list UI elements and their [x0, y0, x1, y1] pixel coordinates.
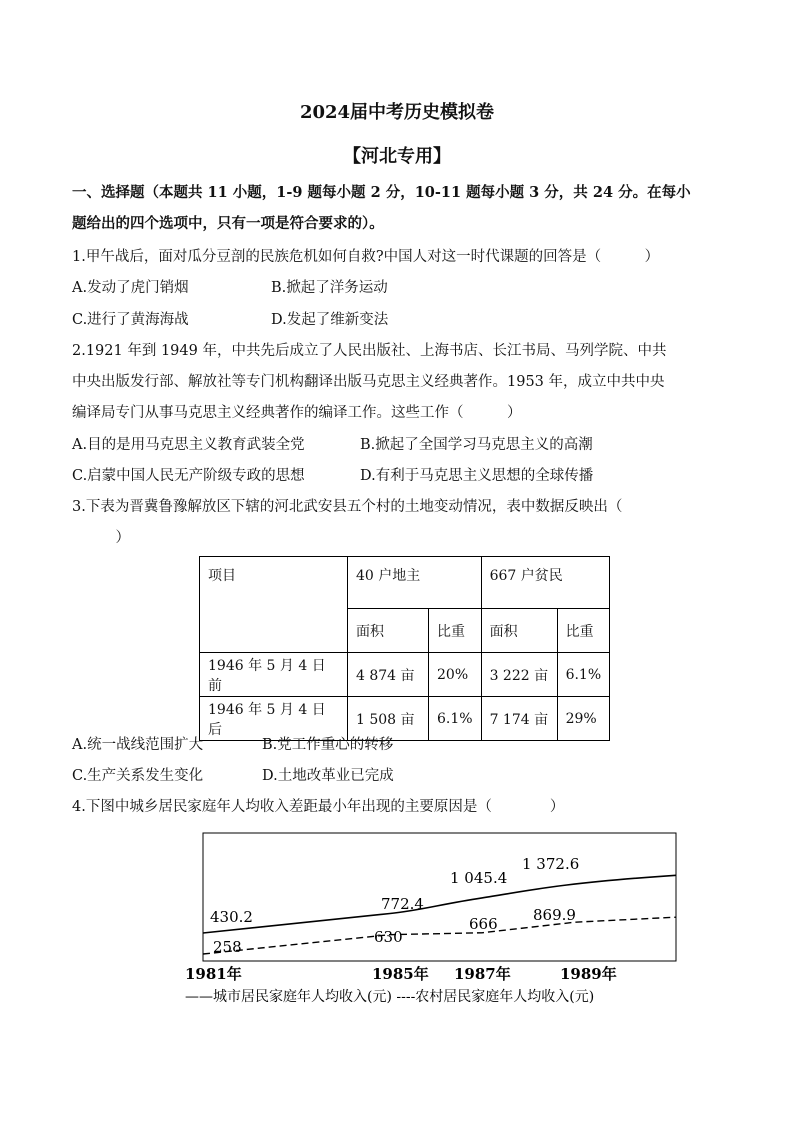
- table-area-header: 面积: [348, 609, 429, 653]
- q1-option-d: D.发起了维新变法: [271, 312, 389, 328]
- urban-value-label: 1 372.6: [522, 855, 580, 873]
- table-cell: 6.1%: [429, 697, 482, 741]
- section-instruction-line2: 题给出的四个选项中，只有一项是符合要求的）。: [72, 215, 384, 232]
- table-group-landlords: 40 户地主: [348, 557, 482, 609]
- table-item-header: 项目: [200, 557, 348, 653]
- table-ratio-header: 比重: [429, 609, 482, 653]
- urban-value-label: 1 045.4: [450, 869, 508, 887]
- table-cell: 29%: [557, 697, 610, 741]
- table-cell: 1 508 亩: [348, 697, 429, 741]
- table-row: [200, 653, 610, 697]
- chart-frame: [203, 833, 676, 961]
- q2-option-d: D.有利于马克思主义思想的全球传播: [360, 468, 594, 484]
- chart-legend: ——城市居民家庭年人均收入(元) ----农村居民家庭年人均收入(元): [185, 989, 595, 1005]
- rural-value-label: 630: [374, 928, 403, 946]
- q2-option-a: A.目的是用马克思主义教育武装全党: [72, 437, 305, 453]
- x-tick-label: 1981年: [185, 965, 242, 983]
- q2-stem-line1: 2.1921 年到 1949 年，中共先后成立了人民出版社、上海书店、长江书局、马列学院、中共: [72, 343, 667, 359]
- table-cell: 3 222 亩: [481, 653, 557, 697]
- q1-option-a: A.发动了虎门销烟: [72, 280, 189, 296]
- q3-option-c: C.生产关系发生变化: [72, 768, 204, 784]
- urban-value-label: 772.4: [381, 895, 424, 913]
- exam-subtitle: 【河北专用】: [343, 146, 451, 167]
- rural-value-label: 869.9: [533, 906, 576, 924]
- q3-option-b: B.党工作重心的转移: [262, 737, 394, 753]
- q1-option-c: C.进行了黄海海战: [72, 312, 189, 328]
- x-tick-label: 1985年: [372, 965, 429, 983]
- table-row-label: 1946 年 5 月 4 日前: [200, 653, 348, 697]
- income-line-chart: [182, 828, 682, 1018]
- q2-stem-line2: 中央出版发行部、解放社等专门机构翻译出版马克思主义经典著作。1953 年，成立中共中央: [72, 374, 665, 390]
- table-group-poor: 667 户贫民: [481, 557, 610, 609]
- rural-value-label: 258: [213, 938, 242, 956]
- table-cell: 20%: [429, 653, 482, 697]
- table-area-header: 面积: [481, 609, 557, 653]
- table-row-label: 1946 年 5 月 4 日后: [200, 697, 348, 741]
- q3-stem-line1: 3.下表为晋冀鲁豫解放区下辖的河北武安县五个村的土地变动情况，表中数据反映出（: [72, 499, 623, 515]
- q2-option-c: C.启蒙中国人民无产阶级专政的思想: [72, 468, 305, 484]
- urban-income-series-line: [203, 875, 676, 933]
- table-ratio-header: 比重: [557, 609, 610, 653]
- land-change-table: [199, 556, 610, 741]
- rural-income-series-line: [203, 917, 676, 954]
- x-tick-label: 1987年: [454, 965, 511, 983]
- rural-value-label: 666: [469, 915, 498, 933]
- q4-stem: 4.下图中城乡居民家庭年人均收入差距最小年出现的主要原因是（ ）: [72, 799, 565, 815]
- q3-option-d: D.土地改革业已完成: [262, 768, 394, 784]
- table-cell: 4 874 亩: [348, 653, 429, 697]
- x-tick-label: 1989年: [560, 965, 617, 983]
- q1-stem: 1.甲午战后，面对瓜分豆剖的民族危机如何自救?中国人对这一时代课题的回答是（ ）: [72, 249, 660, 265]
- q3-option-a: A.统一战线范围扩大: [72, 737, 204, 753]
- q2-stem-line3: 编译局专门从事马克思主义经典著作的编译工作。这些工作（ ）: [72, 405, 522, 421]
- exam-title: 2024届中考历史模拟卷: [299, 102, 495, 123]
- q3-stem-line2: ）: [72, 530, 130, 546]
- urban-value-label: 430.2: [210, 908, 253, 926]
- section-instruction-line1: 一、选择题（本题共 11 小题，1-9 题每小题 2 分，10-11 题每小题 3 分，共 24 分。在每小: [72, 184, 691, 201]
- table-cell: 6.1%: [557, 653, 610, 697]
- q1-option-b: B.掀起了洋务运动: [271, 280, 388, 296]
- table-cell: 7 174 亩: [481, 697, 557, 741]
- q2-option-b: B.掀起了全国学习马克思主义的高潮: [360, 437, 593, 453]
